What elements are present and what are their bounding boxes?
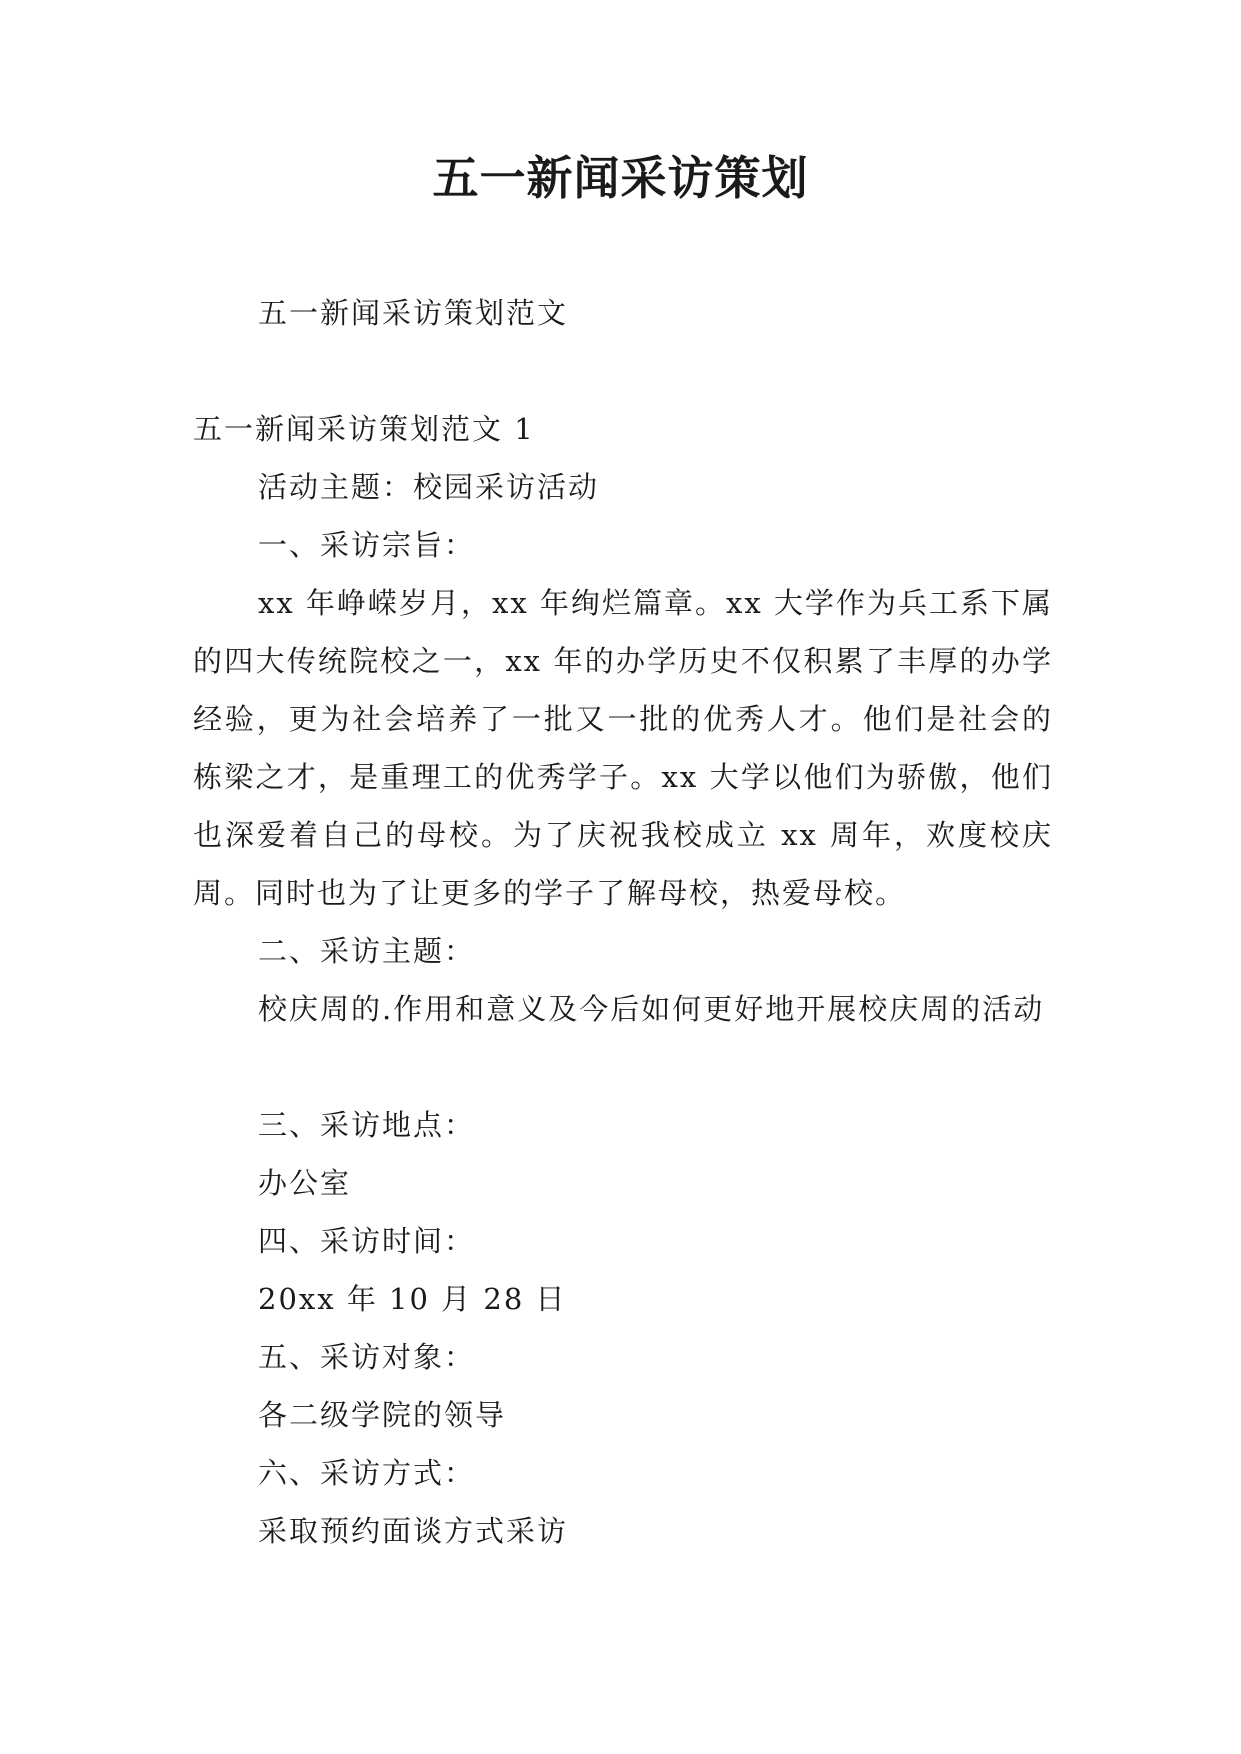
section-text-interviewees: 各二级学院的领导 (258, 1398, 507, 1432)
section-heading-purpose: 一、采访宗旨： (258, 528, 476, 562)
section-text-purpose: xx 年峥嵘岁月，xx 年绚烂篇章。xx 大学作为兵工系下属的四大传统院校之一，xx 年的办学历史不仅积累了丰厚的办学经验，更为社会培养了一批又一批的优秀人才。他们是社会的栋梁之才，是重理工的优秀学子。xx 大学以他们为骄傲，他们也深爱着自己的母校。为了庆祝我校成立 xx 周年，欢度校庆周。同时也为了让更多的学子了解母校，热爱母校。 (193, 586, 1053, 910)
section-heading-method: 六、采访方式： (258, 1456, 476, 1490)
section-text-method: 采取预约面谈方式采访 (258, 1514, 569, 1548)
document-subtitle: 五一新闻采访策划范文 (258, 296, 569, 330)
activity-theme: 活动主题：校园采访活动 (258, 470, 600, 504)
section-heading-location: 三、采访地点： (258, 1108, 476, 1142)
section-text-time: 20xx 年 10 月 28 日 (258, 1282, 567, 1316)
document-title: 五一新闻采访策划 (432, 151, 809, 205)
section-heading-topic: 二、采访主题： (258, 934, 476, 968)
section-text-location: 办公室 (258, 1166, 352, 1200)
section-text-topic: 校庆周的.作用和意义及今后如何更好地开展校庆周的活动 (258, 992, 1045, 1026)
section-heading-interviewees: 五、采访对象： (258, 1340, 476, 1374)
section-heading-time: 四、采访时间： (258, 1224, 476, 1258)
section-heading: 五一新闻采访策划范文 1 (193, 412, 535, 446)
